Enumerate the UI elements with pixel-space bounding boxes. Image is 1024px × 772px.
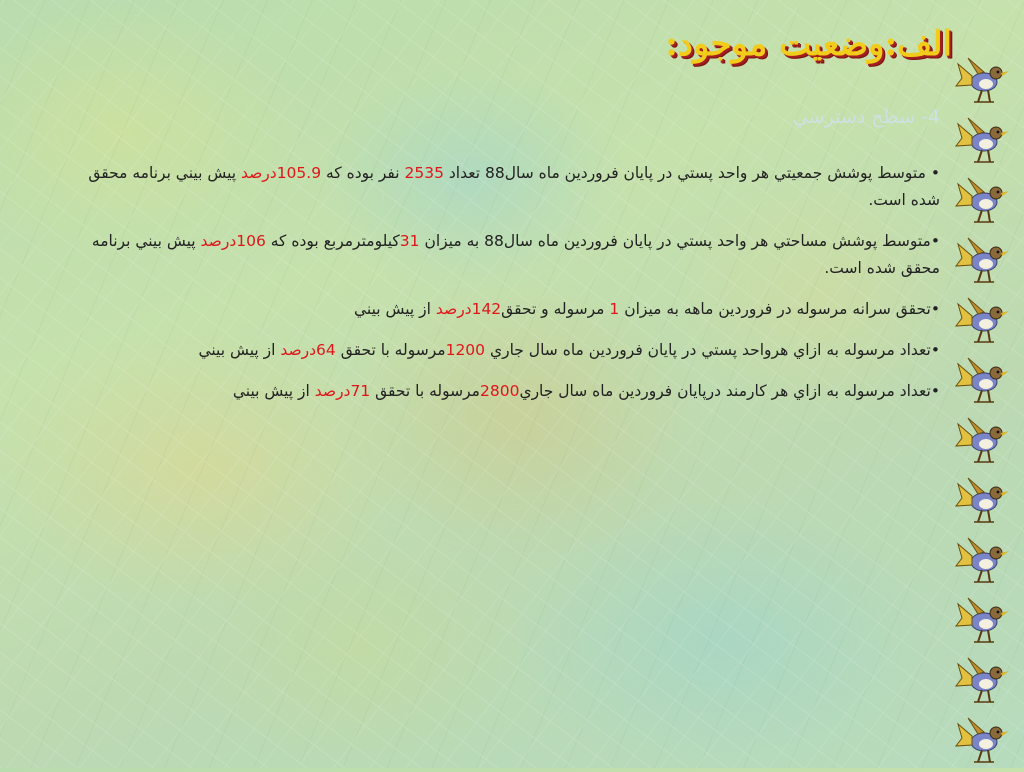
paragraph-text: پيش بيني برنامه محقق شده است.: [88, 164, 940, 209]
highlight-percent: 71درصد: [314, 382, 371, 400]
bird-icon: [954, 412, 1014, 468]
paragraph-per-capita-mail: [70, 296, 940, 323]
highlight-value: 31: [399, 232, 420, 250]
bird-icon: [954, 652, 1014, 708]
bird-icon: [954, 52, 1014, 108]
paragraph-text: از پيش بيني: [232, 382, 315, 400]
bird-icon: [954, 592, 1014, 648]
bird-icon: [954, 232, 1014, 288]
bullet: •: [930, 300, 940, 318]
paragraph-population-coverage: [70, 160, 940, 214]
paragraph-mail-per-employee: [70, 378, 940, 405]
paragraph-text: تعداد مرسوله به ازاي هر كارمند درپايان فروردين ماه سال جاري: [519, 382, 931, 400]
bird-icon: [954, 472, 1014, 528]
paragraph-text: تعداد مرسوله به ازاي هرواحد پستي در پايان فروردين ماه سال جاري: [485, 341, 931, 359]
paragraph-text: از پيش بيني: [353, 300, 436, 318]
bullet: •: [930, 382, 940, 400]
paragraph-area-coverage: [70, 228, 940, 282]
highlight-value: 2800: [479, 382, 520, 400]
highlight-percent: 64درصد: [280, 341, 336, 359]
paragraph-text: متوسط پوشش جمعيتي هر واحد پستي در پايان فروردين ماه سال88 تعداد: [443, 164, 931, 182]
highlight-percent: 105.9درصد: [241, 164, 322, 182]
paragraph-text: مرسوله و تحقق: [501, 300, 610, 318]
bird-icon: [954, 292, 1014, 348]
paragraph-text: تحقق سرانه مرسوله در فروردين ماهه به ميزان: [619, 300, 931, 318]
bullet: •: [930, 164, 940, 182]
bullet: •: [930, 341, 940, 359]
slide-subtitle: 4- سطح دسترسي: [792, 106, 940, 128]
paragraph-mail-per-unit: [70, 337, 940, 364]
highlight-percent: 106درصد: [200, 232, 266, 250]
bullet: •: [930, 232, 940, 250]
paragraph-text: متوسط پوشش مساحتي هر واحد پستي در پايان فروردين ماه سال88 به ميزان: [419, 232, 931, 250]
bird-icon: [954, 172, 1014, 228]
paragraph-text: از پيش بيني: [198, 341, 281, 359]
bird-icon: [954, 532, 1014, 588]
slide-content: [70, 160, 940, 419]
bird-icon: [954, 352, 1014, 408]
paragraph-text: مرسوله با تحقق: [335, 341, 446, 359]
paragraph-text: كيلومترمربع بوده كه: [265, 232, 400, 250]
highlight-percent: 142درصد: [435, 300, 502, 318]
bird-border: [954, 52, 1018, 768]
bird-icon: [954, 112, 1014, 168]
paragraph-text: پيش بيني برنامه محقق شده است.: [91, 232, 940, 277]
paragraph-text: مرسوله با تحقق: [370, 382, 480, 400]
bird-icon: [954, 712, 1014, 768]
highlight-value: 1200: [445, 341, 486, 359]
slide-title: الف:وضعيت موجود:: [665, 24, 952, 64]
paragraph-text: نفر بوده كه: [321, 164, 405, 182]
highlight-value: 1: [609, 300, 620, 318]
highlight-value: 2535: [404, 164, 444, 182]
